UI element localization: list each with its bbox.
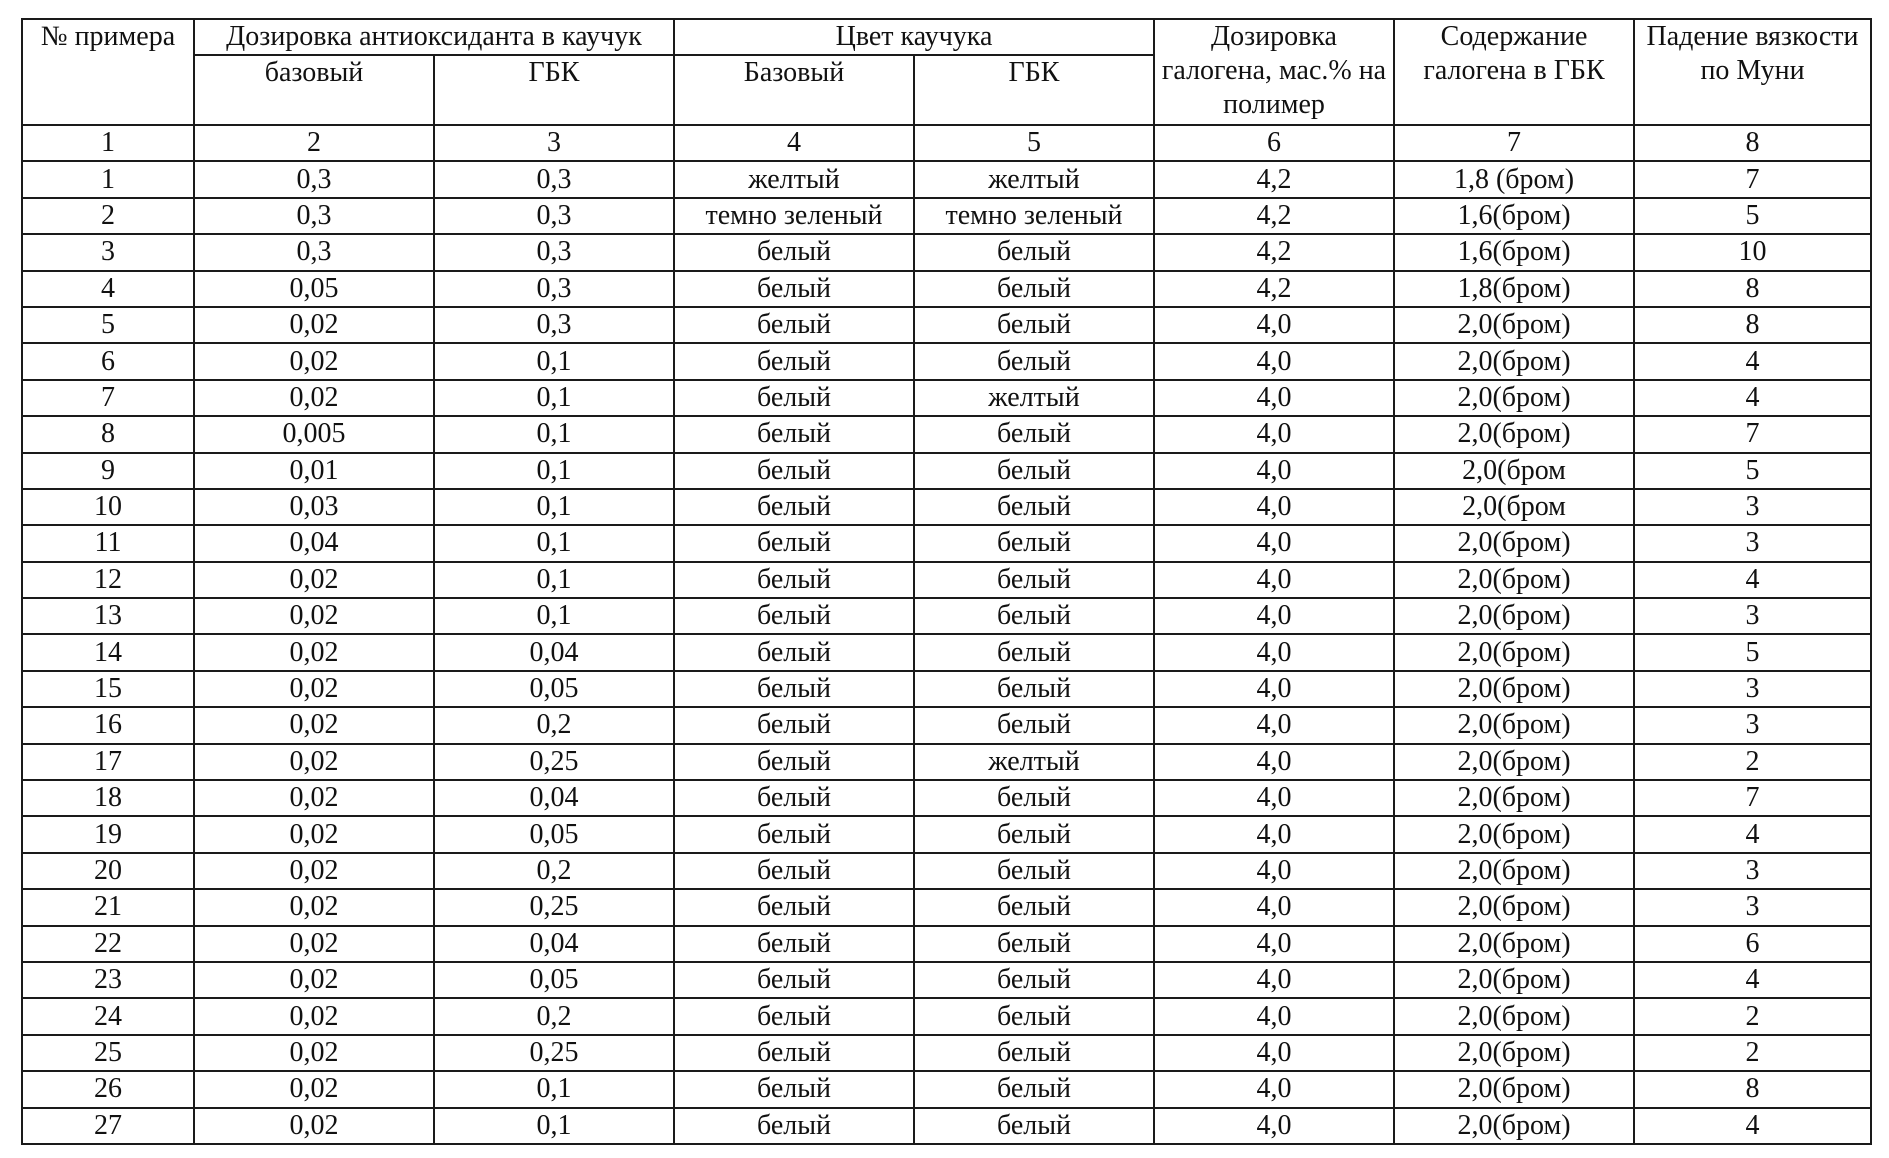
- cell-mooney-drop: 4: [1634, 380, 1871, 416]
- cell-halogen-content: 2,0(бром): [1394, 889, 1634, 925]
- cell-color-base: белый: [674, 634, 914, 670]
- table-row: [22, 634, 1871, 670]
- cell-halogen-content: 2,0(бром): [1394, 671, 1634, 707]
- cell-antioxidant-hbk: 0,1: [434, 1071, 674, 1107]
- table-row: [22, 453, 1871, 489]
- cell-mooney-drop: 6: [1634, 926, 1871, 962]
- cell-example-no: 1: [22, 161, 194, 197]
- cell-color-hbk: белый: [914, 562, 1154, 598]
- cell-antioxidant-hbk: 0,1: [434, 562, 674, 598]
- cell-mooney-drop: 8: [1634, 271, 1871, 307]
- cell-color-hbk: белый: [914, 525, 1154, 561]
- cell-antioxidant-base: 0,005: [194, 416, 434, 452]
- cell-antioxidant-hbk: 0,3: [434, 271, 674, 307]
- cell-halogen-content: 2,0(бром): [1394, 634, 1634, 670]
- cell-halogen-content: 2,0(бром): [1394, 598, 1634, 634]
- cell-example-no: 5: [22, 307, 194, 343]
- cell-mooney-drop: 3: [1634, 889, 1871, 925]
- cell-antioxidant-base: 0,3: [194, 198, 434, 234]
- cell-example-no: 13: [22, 598, 194, 634]
- cell-antioxidant-hbk: 0,05: [434, 816, 674, 852]
- cell-color-hbk: белый: [914, 634, 1154, 670]
- header-color-base: Базовый: [674, 55, 914, 125]
- cell-antioxidant-base: 0,02: [194, 780, 434, 816]
- cell-color-hbk: белый: [914, 998, 1154, 1034]
- cell-mooney-drop: 7: [1634, 416, 1871, 452]
- cell-antioxidant-hbk: 0,1: [434, 453, 674, 489]
- cell-antioxidant-hbk: 0,1: [434, 380, 674, 416]
- cell-halogen-content: 2,0(бром): [1394, 1108, 1634, 1144]
- cell-antioxidant-base: 0,02: [194, 380, 434, 416]
- cell-antioxidant-base: 0,02: [194, 562, 434, 598]
- cell-antioxidant-base: 0,02: [194, 889, 434, 925]
- cell-color-base: белый: [674, 271, 914, 307]
- table-row: [22, 998, 1871, 1034]
- header-example-no: № примера: [22, 19, 194, 125]
- column-number: 1: [22, 125, 194, 161]
- cell-antioxidant-base: 0,02: [194, 307, 434, 343]
- cell-mooney-drop: 4: [1634, 962, 1871, 998]
- cell-color-base: белый: [674, 926, 914, 962]
- header-halogen-content: Содержание галогена в ГБК: [1394, 19, 1634, 125]
- cell-halogen-content: 2,0(бром): [1394, 1071, 1634, 1107]
- cell-antioxidant-base: 0,02: [194, 1108, 434, 1144]
- cell-antioxidant-base: 0,02: [194, 926, 434, 962]
- cell-antioxidant-hbk: 0,1: [434, 343, 674, 379]
- cell-halogen-dosage: 4,0: [1154, 489, 1394, 525]
- cell-color-base: белый: [674, 525, 914, 561]
- table-row: [22, 744, 1871, 780]
- cell-example-no: 23: [22, 962, 194, 998]
- cell-halogen-dosage: 4,0: [1154, 453, 1394, 489]
- column-number: 7: [1394, 125, 1634, 161]
- cell-antioxidant-base: 0,02: [194, 816, 434, 852]
- cell-color-base: белый: [674, 343, 914, 379]
- cell-halogen-content: 2,0(бром): [1394, 744, 1634, 780]
- cell-mooney-drop: 2: [1634, 744, 1871, 780]
- table-row: [22, 1071, 1871, 1107]
- cell-color-base: белый: [674, 307, 914, 343]
- cell-antioxidant-hbk: 0,1: [434, 525, 674, 561]
- cell-halogen-content: 2,0(бром): [1394, 707, 1634, 743]
- column-number: 5: [914, 125, 1154, 161]
- cell-color-base: белый: [674, 853, 914, 889]
- cell-color-hbk: белый: [914, 926, 1154, 962]
- cell-mooney-drop: 5: [1634, 198, 1871, 234]
- cell-color-hbk: белый: [914, 598, 1154, 634]
- header-rubber-color: Цвет каучука: [674, 19, 1154, 55]
- cell-antioxidant-hbk: 0,2: [434, 853, 674, 889]
- cell-halogen-content: 1,6(бром): [1394, 198, 1634, 234]
- cell-halogen-dosage: 4,0: [1154, 1035, 1394, 1071]
- cell-color-hbk: белый: [914, 234, 1154, 270]
- cell-color-hbk: желтый: [914, 380, 1154, 416]
- cell-halogen-dosage: 4,0: [1154, 416, 1394, 452]
- cell-color-base: белый: [674, 1035, 914, 1071]
- cell-antioxidant-base: 0,04: [194, 525, 434, 561]
- cell-example-no: 14: [22, 634, 194, 670]
- table-row: [22, 198, 1871, 234]
- header-antioxidant-dosage: Дозировка антиоксиданта в каучук: [194, 19, 674, 55]
- cell-mooney-drop: 4: [1634, 343, 1871, 379]
- cell-color-base: белый: [674, 598, 914, 634]
- cell-antioxidant-hbk: 0,3: [434, 198, 674, 234]
- cell-color-base: белый: [674, 780, 914, 816]
- cell-halogen-dosage: 4,0: [1154, 853, 1394, 889]
- cell-halogen-dosage: 4,0: [1154, 562, 1394, 598]
- cell-color-base: белый: [674, 489, 914, 525]
- cell-color-hbk: белый: [914, 889, 1154, 925]
- cell-halogen-dosage: 4,0: [1154, 926, 1394, 962]
- cell-halogen-dosage: 4,2: [1154, 198, 1394, 234]
- cell-color-hbk: белый: [914, 853, 1154, 889]
- table-row: [22, 562, 1871, 598]
- table-row: [22, 307, 1871, 343]
- cell-halogen-dosage: 4,0: [1154, 634, 1394, 670]
- table-row: [22, 598, 1871, 634]
- cell-color-hbk: белый: [914, 1071, 1154, 1107]
- cell-halogen-dosage: 4,0: [1154, 998, 1394, 1034]
- cell-antioxidant-hbk: 0,1: [434, 1108, 674, 1144]
- cell-halogen-content: 2,0(бром): [1394, 816, 1634, 852]
- cell-antioxidant-base: 0,02: [194, 598, 434, 634]
- cell-mooney-drop: 4: [1634, 1108, 1871, 1144]
- cell-mooney-drop: 2: [1634, 1035, 1871, 1071]
- cell-antioxidant-base: 0,3: [194, 234, 434, 270]
- cell-halogen-dosage: 4,0: [1154, 598, 1394, 634]
- cell-halogen-content: 2,0(бром: [1394, 453, 1634, 489]
- cell-example-no: 17: [22, 744, 194, 780]
- table-row: [22, 489, 1871, 525]
- cell-halogen-dosage: 4,0: [1154, 307, 1394, 343]
- cell-mooney-drop: 10: [1634, 234, 1871, 270]
- cell-halogen-content: 2,0(бром): [1394, 562, 1634, 598]
- cell-color-base: белый: [674, 962, 914, 998]
- cell-color-base: белый: [674, 562, 914, 598]
- cell-antioxidant-base: 0,03: [194, 489, 434, 525]
- cell-halogen-dosage: 4,0: [1154, 780, 1394, 816]
- cell-example-no: 12: [22, 562, 194, 598]
- cell-antioxidant-base: 0,02: [194, 1035, 434, 1071]
- cell-example-no: 8: [22, 416, 194, 452]
- table-row: [22, 343, 1871, 379]
- cell-mooney-drop: 3: [1634, 598, 1871, 634]
- cell-halogen-dosage: 4,2: [1154, 234, 1394, 270]
- cell-example-no: 21: [22, 889, 194, 925]
- cell-halogen-dosage: 4,0: [1154, 671, 1394, 707]
- cell-mooney-drop: 7: [1634, 780, 1871, 816]
- cell-antioxidant-base: 0,02: [194, 707, 434, 743]
- cell-halogen-content: 2,0(бром): [1394, 780, 1634, 816]
- cell-antioxidant-hbk: 0,25: [434, 744, 674, 780]
- column-number: 2: [194, 125, 434, 161]
- cell-color-hbk: белый: [914, 780, 1154, 816]
- table-row: [22, 271, 1871, 307]
- table-row: [22, 525, 1871, 561]
- cell-color-base: белый: [674, 707, 914, 743]
- cell-color-base: белый: [674, 453, 914, 489]
- table-row: [22, 926, 1871, 962]
- header-color-hbk: ГБК: [914, 55, 1154, 125]
- table-row: [22, 853, 1871, 889]
- table-row: [22, 962, 1871, 998]
- cell-halogen-content: 2,0(бром): [1394, 525, 1634, 561]
- header-row-top: [22, 19, 1871, 55]
- cell-halogen-dosage: 4,0: [1154, 889, 1394, 925]
- cell-color-hbk: белый: [914, 1035, 1154, 1071]
- cell-halogen-dosage: 4,0: [1154, 380, 1394, 416]
- cell-antioxidant-hbk: 0,1: [434, 416, 674, 452]
- cell-halogen-dosage: 4,2: [1154, 271, 1394, 307]
- table-row: [22, 416, 1871, 452]
- cell-antioxidant-hbk: 0,1: [434, 598, 674, 634]
- column-number: 8: [1634, 125, 1871, 161]
- cell-halogen-dosage: 4,2: [1154, 161, 1394, 197]
- cell-color-hbk: белый: [914, 707, 1154, 743]
- cell-color-hbk: белый: [914, 307, 1154, 343]
- cell-example-no: 15: [22, 671, 194, 707]
- table-row: [22, 380, 1871, 416]
- table-row: [22, 1108, 1871, 1144]
- cell-antioxidant-base: 0,3: [194, 161, 434, 197]
- cell-halogen-content: 2,0(бром): [1394, 307, 1634, 343]
- cell-antioxidant-base: 0,01: [194, 453, 434, 489]
- cell-color-hbk: белый: [914, 962, 1154, 998]
- cell-example-no: 27: [22, 1108, 194, 1144]
- cell-antioxidant-hbk: 0,1: [434, 489, 674, 525]
- cell-mooney-drop: 3: [1634, 489, 1871, 525]
- cell-antioxidant-base: 0,02: [194, 853, 434, 889]
- cell-halogen-content: 2,0(бром): [1394, 380, 1634, 416]
- table-row: [22, 234, 1871, 270]
- cell-color-base: белый: [674, 671, 914, 707]
- cell-halogen-dosage: 4,0: [1154, 744, 1394, 780]
- table-row: [22, 671, 1871, 707]
- cell-antioxidant-hbk: 0,3: [434, 234, 674, 270]
- cell-color-base: белый: [674, 234, 914, 270]
- cell-example-no: 24: [22, 998, 194, 1034]
- cell-antioxidant-hbk: 0,25: [434, 1035, 674, 1071]
- column-number: 3: [434, 125, 674, 161]
- cell-mooney-drop: 8: [1634, 307, 1871, 343]
- cell-mooney-drop: 2: [1634, 998, 1871, 1034]
- table-row: [22, 889, 1871, 925]
- cell-color-hbk: белый: [914, 343, 1154, 379]
- table-row: [22, 780, 1871, 816]
- cell-halogen-content: 2,0(бром): [1394, 926, 1634, 962]
- cell-halogen-content: 2,0(бром): [1394, 343, 1634, 379]
- cell-halogen-content: 2,0(бром): [1394, 1035, 1634, 1071]
- column-number: 6: [1154, 125, 1394, 161]
- cell-color-hbk: желтый: [914, 744, 1154, 780]
- cell-example-no: 3: [22, 234, 194, 270]
- cell-color-base: белый: [674, 380, 914, 416]
- results-table: [21, 18, 1872, 1145]
- cell-example-no: 2: [22, 198, 194, 234]
- header-antioxidant-hbk: ГБК: [434, 55, 674, 125]
- cell-antioxidant-base: 0,02: [194, 962, 434, 998]
- cell-halogen-content: 2,0(бром: [1394, 489, 1634, 525]
- cell-antioxidant-hbk: 0,05: [434, 962, 674, 998]
- cell-halogen-content: 2,0(бром): [1394, 416, 1634, 452]
- cell-color-base: белый: [674, 744, 914, 780]
- cell-mooney-drop: 3: [1634, 707, 1871, 743]
- cell-color-hbk: белый: [914, 453, 1154, 489]
- cell-halogen-dosage: 4,0: [1154, 343, 1394, 379]
- cell-antioxidant-hbk: 0,05: [434, 671, 674, 707]
- table-row: [22, 707, 1871, 743]
- cell-color-hbk: желтый: [914, 161, 1154, 197]
- cell-antioxidant-hbk: 0,3: [434, 307, 674, 343]
- cell-example-no: 18: [22, 780, 194, 816]
- cell-antioxidant-hbk: 0,25: [434, 889, 674, 925]
- cell-example-no: 22: [22, 926, 194, 962]
- cell-color-hbk: белый: [914, 1108, 1154, 1144]
- cell-halogen-dosage: 4,0: [1154, 707, 1394, 743]
- cell-color-base: желтый: [674, 161, 914, 197]
- cell-color-base: белый: [674, 816, 914, 852]
- cell-mooney-drop: 3: [1634, 525, 1871, 561]
- cell-mooney-drop: 8: [1634, 1071, 1871, 1107]
- column-number: 4: [674, 125, 914, 161]
- cell-mooney-drop: 5: [1634, 634, 1871, 670]
- cell-antioxidant-hbk: 0,04: [434, 926, 674, 962]
- cell-antioxidant-base: 0,02: [194, 634, 434, 670]
- header-antioxidant-base: базовый: [194, 55, 434, 125]
- cell-color-base: белый: [674, 416, 914, 452]
- cell-halogen-dosage: 4,0: [1154, 1071, 1394, 1107]
- cell-mooney-drop: 5: [1634, 453, 1871, 489]
- cell-color-hbk: белый: [914, 271, 1154, 307]
- cell-color-base: темно зеленый: [674, 198, 914, 234]
- table-row: [22, 1035, 1871, 1071]
- cell-halogen-dosage: 4,0: [1154, 525, 1394, 561]
- cell-antioxidant-hbk: 0,2: [434, 707, 674, 743]
- cell-halogen-content: 1,8(бром): [1394, 271, 1634, 307]
- cell-color-base: белый: [674, 1071, 914, 1107]
- cell-example-no: 11: [22, 525, 194, 561]
- cell-antioxidant-hbk: 0,04: [434, 780, 674, 816]
- cell-halogen-content: 1,6(бром): [1394, 234, 1634, 270]
- cell-color-hbk: темно зеленый: [914, 198, 1154, 234]
- cell-antioxidant-hbk: 0,3: [434, 161, 674, 197]
- cell-halogen-content: 2,0(бром): [1394, 962, 1634, 998]
- cell-mooney-drop: 4: [1634, 816, 1871, 852]
- cell-antioxidant-hbk: 0,2: [434, 998, 674, 1034]
- cell-color-hbk: белый: [914, 671, 1154, 707]
- cell-example-no: 19: [22, 816, 194, 852]
- cell-example-no: 25: [22, 1035, 194, 1071]
- column-number-row: [22, 125, 1871, 161]
- cell-color-base: белый: [674, 998, 914, 1034]
- cell-color-hbk: белый: [914, 816, 1154, 852]
- cell-halogen-dosage: 4,0: [1154, 1108, 1394, 1144]
- cell-color-base: белый: [674, 889, 914, 925]
- cell-example-no: 10: [22, 489, 194, 525]
- cell-example-no: 26: [22, 1071, 194, 1107]
- cell-color-base: белый: [674, 1108, 914, 1144]
- cell-antioxidant-base: 0,05: [194, 271, 434, 307]
- header-mooney-drop: Падение вязкости по Муни: [1634, 19, 1871, 125]
- cell-antioxidant-base: 0,02: [194, 998, 434, 1034]
- cell-halogen-content: 1,8 (бром): [1394, 161, 1634, 197]
- cell-antioxidant-base: 0,02: [194, 343, 434, 379]
- cell-antioxidant-base: 0,02: [194, 1071, 434, 1107]
- table-row: [22, 161, 1871, 197]
- cell-antioxidant-base: 0,02: [194, 671, 434, 707]
- cell-halogen-content: 2,0(бром): [1394, 998, 1634, 1034]
- cell-mooney-drop: 3: [1634, 853, 1871, 889]
- cell-example-no: 20: [22, 853, 194, 889]
- cell-example-no: 4: [22, 271, 194, 307]
- cell-color-hbk: белый: [914, 489, 1154, 525]
- cell-halogen-dosage: 4,0: [1154, 962, 1394, 998]
- cell-color-hbk: белый: [914, 416, 1154, 452]
- cell-halogen-content: 2,0(бром): [1394, 853, 1634, 889]
- cell-example-no: 9: [22, 453, 194, 489]
- cell-halogen-dosage: 4,0: [1154, 816, 1394, 852]
- cell-mooney-drop: 7: [1634, 161, 1871, 197]
- header-halogen-dosage: Дозировка галогена, мас.% на полимер: [1154, 19, 1394, 125]
- cell-example-no: 6: [22, 343, 194, 379]
- cell-mooney-drop: 3: [1634, 671, 1871, 707]
- cell-mooney-drop: 4: [1634, 562, 1871, 598]
- cell-antioxidant-base: 0,02: [194, 744, 434, 780]
- cell-example-no: 7: [22, 380, 194, 416]
- cell-antioxidant-hbk: 0,04: [434, 634, 674, 670]
- table-row: [22, 816, 1871, 852]
- cell-example-no: 16: [22, 707, 194, 743]
